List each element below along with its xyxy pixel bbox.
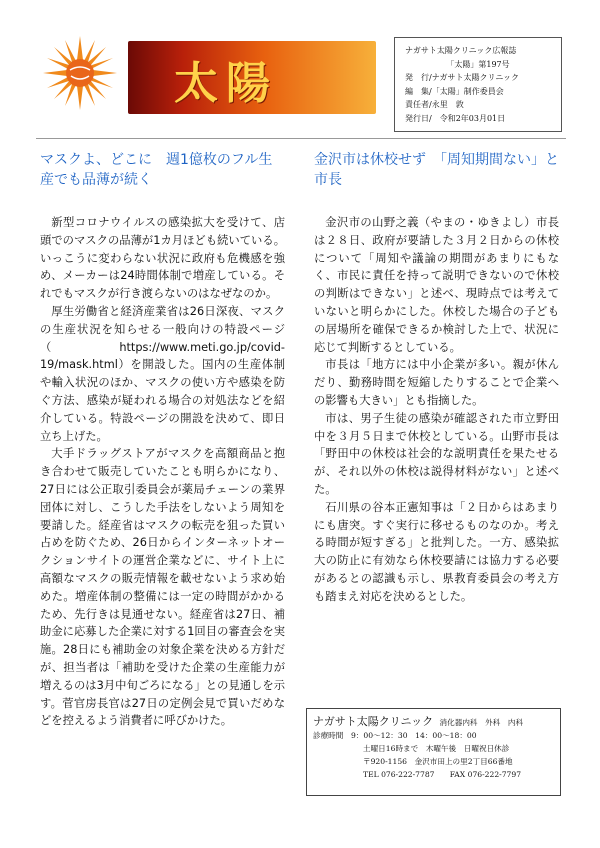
left-article (40, 150, 285, 730)
article-paragraph: 新型コロナウイルスの感染拡大を受けて、店頭でのマスクの品薄が1カ月ほども続いている。いっこうに変わらない状況に政府も危機感を強め、メーカーは24時間体制で増産している。それでもマスクが行き渡らないのはなぜなのか。 (40, 216, 285, 301)
right-article-headline: 金沢市は休校せず 「周知期間ない」と市長 (314, 152, 559, 188)
masthead-title: 太陽 (174, 58, 278, 109)
info-line: 編 集/「太陽」制作委員会 (405, 86, 504, 96)
publication-info-box (394, 37, 562, 132)
article-paragraph: 金沢市の山野之義（やまの・ゆきよし）市長は２８日、政府が要請した３月２日からの休校について「周知や議論の期間があまりにもなく、市民に責任を持って説明できないので休校の判断はできない」と述べ、現時点では考えていないと明らかにした。休校した場合の子どもの居場所を確保できるか検討した上で、状況に応じて判断するとしている。 (314, 216, 559, 354)
clinic-departments: 消化器内科 外科 内科 (439, 718, 524, 727)
clinic-hours: 診療時間 9：00～12：30 14：00～18：00 (313, 731, 477, 740)
info-line: ナガサト太陽クリニック広報誌 (405, 46, 517, 55)
clinic-name: ナガサト太陽クリニック (313, 715, 434, 728)
article-paragraph: 石川県の谷本正憲知事は「２日からはあまりにも唐突。すぐ実行に移せるものなのか。考える時間が短すぎる」と批判した。一方、感染拡大の防止に有効なら休校要請には協力する必要があるとの認識も示し、県教育委員会の考え方も踏まえ対応を決めるとした。 (314, 500, 559, 603)
info-line: 責任者/永里 敦 (405, 100, 464, 109)
left-article-headline: マスクよ、どこに 週1億枚のフル生産でも品薄が続く (40, 152, 273, 188)
info-line: 発行日/ 令和2年03月01日 (405, 113, 506, 123)
article-paragraph: 大手ドラッグストアがマスクを高額商品と抱き合わせて販売していたことも明らかになり、27日には公正取引委員会が薬局チェーンの業界団体に対し、こうした手法をしないよう周知を要請した。経産省はマスクの転売を狙った買い占めを防ぐため、26日からインターネットオークションサイトの運営企業などに、サイト上に高額なマスクの販売情報を載せないよう求め始めた。増産体制の整備には一定の時間がかかるため、先行きは見通せない。経産省は27日、補助金に応募した企業に対する1回目の審査会を実施。28日にも補助金の対象企業を決める方針だが、担当者は「補助を受けた企業の生産能力が増えるのは3月中旬ごろになる」との見通しを示す。菅官房長官は27日の定例会見で買いだめなどを控えるよう消費者に呼びかけた。 (40, 447, 285, 728)
article-paragraph: 市は、男子生徒の感染が確認された市立野田中を３月５日まで休校としている。山野市長は「野田中の休校は社会的な説明責任を果たせるが、それ以外の休校は説得材料がない」と述べた。 (314, 411, 559, 496)
article-paragraph: 市長は「地方には中小企業が多い。親が休んだり、勤務時間を短縮したりすることで企業への影響も大きい」とも指摘した。 (314, 358, 559, 407)
clinic-info-box (306, 708, 561, 796)
clinic-address: 〒920-1156 金沢市田上の里2丁目66番地 (363, 757, 513, 766)
masthead-banner (128, 41, 376, 114)
clinic-phone-fax: TEL 076-222-7787 FAX 076-222-7797 (363, 770, 522, 779)
article-paragraph: 厚生労働省と経済産業省は26日深夜、マスクの生産状況を知らせる一般向けの特設ページ（https://www.meti.go.jp/covid-19/mask.html）を開設した。国内の生産体制や輸入状況のほか、マスクの使い方や感染を防ぐ方法、感染が疑われる場合の対処法などを紹介している。特設ページの開設を決めて、即日立ち上げた。 (40, 304, 285, 443)
clinic-closed-days: 土曜日16時まで 木曜午後 日曜祝日休診 (363, 744, 510, 753)
sun-logo-icon (43, 36, 117, 110)
right-article (314, 150, 559, 606)
info-line: 発 行/ナガサト太陽クリニック (405, 73, 520, 82)
info-line: 「太陽」第197号 (446, 59, 510, 69)
header-divider (36, 138, 566, 139)
